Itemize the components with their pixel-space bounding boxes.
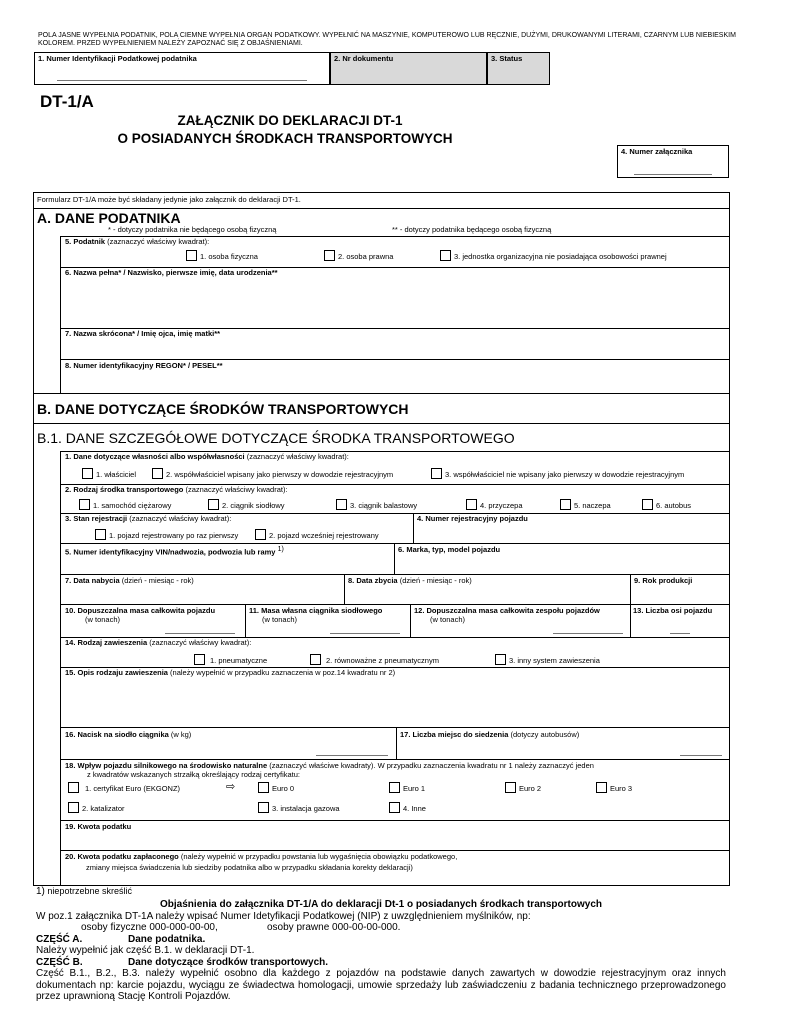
- b-f2-opt2[interactable]: 2. ciągnik siodłowy: [208, 499, 285, 510]
- title-line1: ZAŁĄCZNIK DO DEKLARACJI DT-1: [177, 113, 403, 128]
- b-f1-opt2[interactable]: 2. współwłaściciel wpisany jako pierwszy w dowodzie rejestracyjnym: [152, 468, 393, 479]
- checkbox[interactable]: [82, 468, 93, 479]
- b-f18-opt-euro3[interactable]: Euro 3: [596, 782, 632, 793]
- b-f16-label: 16. Nacisk na siodło ciągnika (w kg): [65, 730, 192, 739]
- b-f12-label: 12. Dopuszczalna masa całkowita zespołu pojazdów: [414, 606, 600, 615]
- form-code: DT-1/A: [40, 92, 94, 111]
- a-f5-opt1[interactable]: 1. osoba fizyczna: [186, 250, 258, 261]
- explain-p1-examples: osoby fizyczne 000-000-00-00, osoby prawne 000-00-00-000.: [81, 922, 401, 933]
- b-f17-label: 17. Liczba miejsc do siedzenia (dotyczy autobusów): [400, 730, 580, 739]
- checkbox[interactable]: [79, 499, 90, 510]
- checkbox[interactable]: [324, 250, 335, 261]
- footnote: 1) niepotrzebne skreślić: [36, 886, 132, 897]
- b-f9-label: 9. Rok produkcji: [634, 576, 693, 585]
- intro-text: Formularz DT-1/A może być składany jedynie jako załącznik do deklaracji DT-1.: [37, 195, 301, 204]
- explain-p1: W poz.1 załącznika DT-1A należy wpisać Numer Idetyfikacji Podatkowej (NIP) z uwzględnieniem myślników, np:: [36, 910, 531, 922]
- divider: [344, 574, 345, 604]
- b-f18-label: 18. Wpływ pojazdu silnikowego na środowisko naturalne (zaznaczyć właściwe kwadraty). W przypadku zaznaczenia kwadratu nr 1 należy zaznaczyć jeden: [65, 761, 594, 770]
- checkbox[interactable]: [208, 499, 219, 510]
- divider: [630, 574, 631, 604]
- arrow-right-icon: ⇨: [226, 781, 236, 793]
- divider: [60, 850, 730, 851]
- checkbox[interactable]: [505, 782, 516, 793]
- checkbox[interactable]: [68, 802, 79, 813]
- b-f18-opt-catalyst[interactable]: 2. katalizator: [68, 802, 125, 813]
- nip-field[interactable]: [34, 52, 330, 85]
- b-f2-opt3[interactable]: 3. ciągnik balastowy: [336, 499, 417, 510]
- divider: [245, 604, 246, 637]
- b-f19-label: 19. Kwota podatku: [65, 822, 132, 831]
- b-f2-opt4[interactable]: 4. przyczepa: [466, 499, 523, 510]
- b-f3-opt2[interactable]: 2. pojazd wcześniej rejestrowany: [255, 529, 379, 540]
- divider: [60, 820, 730, 821]
- b-f12-line: [553, 633, 623, 634]
- b-f14-opt3[interactable]: 3. inny system zawieszenia: [495, 654, 600, 665]
- divider: [60, 543, 730, 544]
- checkbox[interactable]: [186, 250, 197, 261]
- b-f12-unit: (w tonach): [430, 615, 466, 624]
- b-f1-label: 1. Dane dotyczące własności albo współwłasności (zaznaczyć właściwy kwadrat):: [65, 452, 349, 461]
- b-f15-label: 15. Opis rodzaju zawieszenia (należy wypełnić w przypadku zaznaczenia w poz.14 kwadratu nr 2): [65, 668, 396, 677]
- checkbox[interactable]: [336, 499, 347, 510]
- b-f13-label: 13. Liczba osi pojazdu: [633, 606, 713, 615]
- b-f8-label: 8. Data zbycia (dzień - miesiąc - rok): [348, 576, 472, 585]
- b-f14-opt1[interactable]: 1. pneumatyczne: [194, 654, 267, 665]
- b-f2-opt1[interactable]: 1. samochód ciężarowy: [79, 499, 171, 510]
- b-f17-line: [680, 755, 722, 756]
- b-f1-opt3[interactable]: 3. współwłaściciel nie wpisany jako pierwszy w dowodzie rejestracyjnym: [431, 468, 684, 479]
- a-f5-label: 5. Podatnik (zaznaczyć właściwy kwadrat):: [65, 237, 210, 246]
- checkbox[interactable]: [495, 654, 506, 665]
- doc-no-label: 2. Nr dokumentu: [334, 54, 394, 63]
- checkbox[interactable]: [466, 499, 477, 510]
- checkbox[interactable]: [194, 654, 205, 665]
- explain-part-b-p: Część B.1., B.2., B.3. należy wypełnić osobno dla każdego z pojazdów na podstawie danych zawartych w dowodzie rejestracyjnym oraz innych dokumentach np: karcie pojazdu, wyciągu ze świadectwa homologacji, umowie sprzedaży lub zaświadczeniu z badania technicznego przeprowadzonego przez uprawnioną Stację Kontroli Pojazdów.: [36, 968, 726, 1002]
- checkbox[interactable]: [440, 250, 451, 261]
- b-f14-label: 14. Rodzaj zawieszenia (zaznaczyć właściwy kwadrat):: [65, 638, 252, 647]
- title-line2: O POSIADANYCH ŚRODKACH TRANSPORTOWYCH: [117, 131, 453, 146]
- b-f4-label: 4. Numer rejestracyjny pojazdu: [417, 514, 528, 523]
- a-f8-label: 8. Numer identyfikacyjny REGON* / PESEL**: [65, 361, 223, 370]
- explain-part-b: CZĘŚĆ B. Dane dotyczące środków transportowych.: [36, 956, 329, 968]
- b-f11-label: 11. Masa własna ciągnika siodłowego: [249, 606, 383, 615]
- nip-label: 1. Numer Identyfikacji Podatkowej podatnika: [38, 54, 197, 63]
- checkbox[interactable]: [310, 654, 321, 665]
- explanations: [36, 899, 726, 1003]
- checkbox[interactable]: [258, 782, 269, 793]
- b-f18-opt-euro1[interactable]: Euro 1: [389, 782, 425, 793]
- checkbox[interactable]: [258, 802, 269, 813]
- divider: [630, 604, 631, 637]
- b-f11-line: [330, 633, 400, 634]
- b-f3-opt1[interactable]: 1. pojazd rejestrowany po raz pierwszy: [95, 529, 238, 540]
- attachment-no-line: [634, 174, 712, 175]
- section-a-title: A. DANE PODATNIKA: [37, 210, 181, 226]
- b-f3-label: 3. Stan rejestracji (zaznaczyć właściwy kwadrat):: [65, 514, 232, 523]
- b-f10-label: 10. Dopuszczalna masa całkowita pojazdu: [65, 606, 216, 615]
- checkbox[interactable]: [596, 782, 607, 793]
- checkbox[interactable]: [389, 782, 400, 793]
- note-person: ** - dotyczy podatnika będącego osobą fizyczną: [392, 225, 552, 234]
- divider: [33, 208, 730, 209]
- nip-line: [57, 80, 307, 81]
- checkbox[interactable]: [255, 529, 266, 540]
- b-f18-opt-euro2[interactable]: Euro 2: [505, 782, 541, 793]
- b-f10-unit: (w tonach): [85, 615, 121, 624]
- b-f1-opt1[interactable]: 1. właściciel: [82, 468, 136, 479]
- divider: [413, 513, 414, 543]
- a-f5-opt2[interactable]: 2. osoba prawna: [324, 250, 393, 261]
- b-f18-opt-euro0[interactable]: Euro 0: [258, 782, 294, 793]
- status-field: [487, 52, 550, 85]
- indent-line: [60, 236, 61, 393]
- b-f20-label: 20. Kwota podatku zapłaconego (należy wypełnić w przypadku powstania lub wygaśnięcia obowiązku podatkowego,: [65, 852, 458, 861]
- attachment-no-field[interactable]: [617, 145, 729, 178]
- divider: [410, 604, 411, 637]
- attachment-no-label: 4. Numer załącznika: [621, 147, 693, 156]
- divider: [60, 727, 730, 728]
- divider: [60, 359, 730, 360]
- b-f2-opt6[interactable]: 6. autobus: [642, 499, 691, 510]
- b-f11-unit: (w tonach): [262, 615, 298, 624]
- b-f10-line: [165, 633, 235, 634]
- b-f20-hint2: zmiany miejsca świadczenia lub siedziby podatnika albo w przypadku składania korekty deklaracji): [86, 863, 413, 872]
- divider: [396, 727, 397, 759]
- checkbox[interactable]: [560, 499, 571, 510]
- a-f5-opt3[interactable]: 3. jednostka organizacyjna nie posiadająca osobowości prawnej: [440, 250, 667, 261]
- section-b1-title: B.1. DANE SZCZEGÓŁOWE DOTYCZĄCE ŚRODKA TRANSPORTOWEGO: [37, 430, 515, 446]
- b-f6-label: 6. Marka, typ, model pojazdu: [398, 545, 501, 554]
- explain-title: Objaśnienia do załącznika DT-1/A do deklaracji Dt-1 o posiadanych środkach transportowych: [160, 899, 602, 910]
- status-label: 3. Status: [491, 54, 523, 63]
- b-f16-line: [316, 755, 388, 756]
- checkbox[interactable]: [68, 782, 79, 793]
- explain-part-a: CZĘŚĆ A. Dane podatnika.: [36, 933, 206, 945]
- checkbox[interactable]: [389, 802, 400, 813]
- b-f7-label: 7. Data nabycia (dzień - miesiąc - rok): [65, 576, 194, 585]
- checkbox[interactable]: [431, 468, 442, 479]
- b-f2-opt5[interactable]: 5. naczepa: [560, 499, 611, 510]
- note-nonperson: * - dotyczy podatnika nie będącego osobą fizyczną: [108, 225, 277, 234]
- b-f18-opt-other[interactable]: 4. Inne: [389, 802, 426, 813]
- divider: [33, 423, 730, 424]
- explain-part-a-p: Należy wypełnić jak część B.1. w deklaracji DT-1.: [36, 945, 255, 956]
- b-f18-hint2: z kwadratów wskazanych strzałką określający rodzaj certyfikatu:: [87, 770, 300, 779]
- divider: [394, 543, 395, 574]
- a-f6-label: 6. Nazwa pełna* / Nazwisko, pierwsze imię, data urodzenia**: [65, 268, 278, 277]
- checkbox[interactable]: [642, 499, 653, 510]
- divider: [33, 393, 730, 394]
- header-note: POLA JASNE WYPEŁNIA PODATNIK, POLA CIEMNE WYPEŁNIA ORGAN PODATKOWY. WYPEŁNIĆ NA MASZYNIE, KOMPUTEROWO LUB RĘCZNIE, DUŻYMI, DRUKOWANYMI LITERAMI, CZARNYM LUB NIEBIESKIM KOLOREM. PRZED WYPEŁNIENIEM NALEŻY ZAPOZNAĆ SIĘ Z OBJAŚNIENIAMI.: [38, 32, 736, 48]
- b-f2-label: 2. Rodzaj środka transportowego (zaznaczyć właściwy kwadrat):: [65, 485, 288, 494]
- checkbox[interactable]: [95, 529, 106, 540]
- b-f18-opt-gas[interactable]: 3. instalacja gazowa: [258, 802, 340, 813]
- checkbox[interactable]: [152, 468, 163, 479]
- b-f18-opt-cert[interactable]: 1. certyfikat Euro (EKGONZ): [68, 782, 180, 793]
- b-f14-opt2[interactable]: 2. równoważne z pneumatycznym: [310, 654, 439, 665]
- divider: [60, 759, 730, 760]
- a-f7-label: 7. Nazwa skrócona* / Imię ojca, imię matki**: [65, 329, 221, 338]
- section-b-title: B. DANE DOTYCZĄCE ŚRODKÓW TRANSPORTOWYCH: [37, 401, 409, 417]
- doc-no-field: [330, 52, 487, 85]
- b-f5-label: 5. Numer identyfikacyjny VIN/nadwozia, podwozia lub ramy 1): [65, 546, 284, 557]
- b-f13-line: [670, 633, 690, 634]
